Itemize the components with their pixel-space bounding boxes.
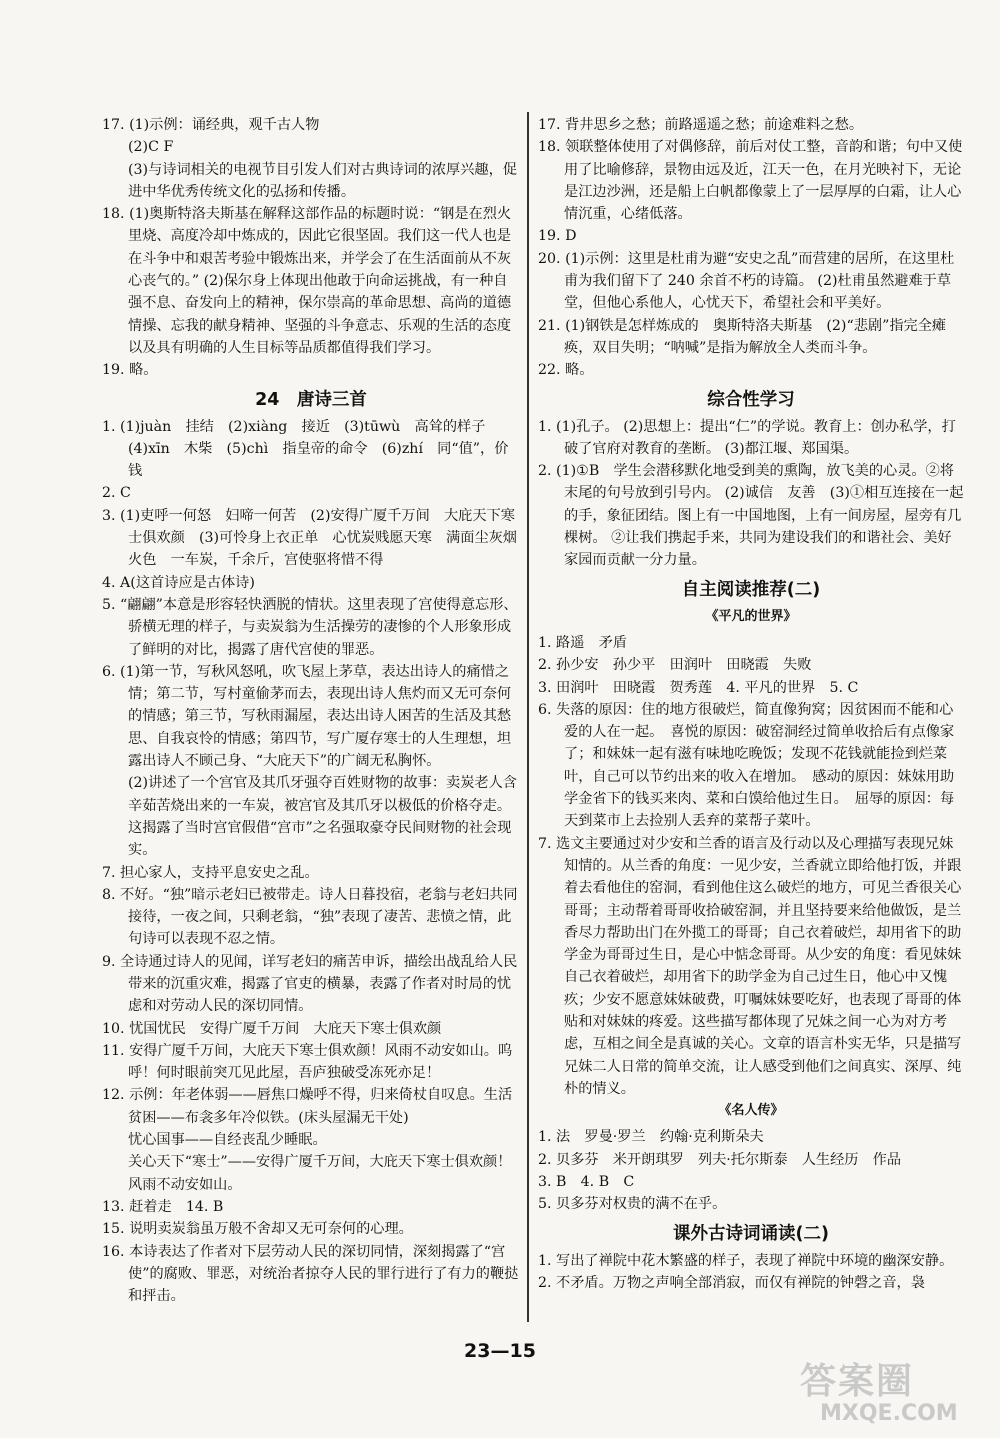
answer-item: 16. 本诗表达了作者对下层劳动人民的深切同情，深刻揭露了“宫使”的腐败、罪恶，对统治者掠夺人民的罪行进行了有力的鞭挞和抨击。 bbox=[102, 1243, 519, 1305]
answer-item: 11. 安得广厦千万间，大庇天下寒士俱欢颜！风雨不动安如山。呜呼！何时眼前突兀见此屋，吾庐独破受冻死亦足！ bbox=[102, 1042, 513, 1082]
answer-item: 1. (1)juàn 挂结 (2)xiàng 接近 (3)tūwù 高耸的样子 (4)xīn 木柴 (5)chì 指皇帝的命令 (6)zhí 同“值”，价钱 bbox=[102, 418, 509, 480]
answer-item: 1. (1)孔子。 (2)思想上：提出“仁”的学说。教育上：创办私学，打破了官府对教育的垄断。 (3)都江堰、郑国渠。 bbox=[538, 418, 956, 457]
answer-item: 2. (1)①B 学生会潜移默化地受到美的熏陶，放飞美的心灵。②将末尾的句号放到引号内。 (2)诚信 友善 (3)①相互连接在一起的手，象征团结。图上有一中国地图，上有一间房屋，屋旁有几棵树。 ②让我们携起手来，共同为建设我们的和谐社会、美好家园而贡献一分力量。 bbox=[538, 463, 964, 569]
answer-item: 3. 田润叶 田晓霞 贺秀莲 4. 平凡的世界 5. C bbox=[538, 679, 859, 696]
answer-subparagraph: 关心天下“寒士”——安得广厦千万间，大庇天下寒士俱欢颜！风雨不动安如山。 bbox=[128, 1154, 512, 1193]
column-divider bbox=[527, 112, 529, 1322]
book-title: 《平凡的世界》 bbox=[705, 608, 797, 624]
left-column bbox=[102, 114, 520, 1307]
answer-item: 1. 法 罗曼·罗兰 约翰·克利斯朵夫 bbox=[538, 1129, 764, 1146]
watermark-logo-text: 答案圈 bbox=[800, 1361, 915, 1402]
answer-item: 19. D bbox=[538, 228, 577, 245]
answer-item: 21. (1)钢铁是怎样炼成的 奥斯特洛夫斯基 (2)“悲剧”指完全瘫痪，双目失明；“呐喊”是指为解放全人类而斗争。 bbox=[538, 317, 947, 356]
page-number: 23—15 bbox=[464, 1340, 536, 1362]
answer-subparagraph: (3)与诗词相关的电视节目引发人们对古典诗词的浓厚兴趣，促进中华优秀传统文化的弘扬和传播。 bbox=[128, 161, 517, 200]
answer-item: 9. 全诗通过诗人的见闻，详写老妇的痛苦申诉，描绘出战乱给人民带来的沉重灾难，揭露了官吏的横暴，表露了作者对时局的忧虑和对劳动人民的深切同情。 bbox=[102, 953, 518, 1015]
answer-item: 5. “翩翩”本意是形容轻快洒脱的情状。这里表现了宫使得意忘形、骄横无理的样子，与卖炭翁为生活操劳的凄惨的个人形象形成了鲜明的对比，揭露了唐代宫使的罪恶。 bbox=[102, 596, 518, 658]
answer-item: 7. 选文主要通过对少安和兰香的语言及行动以及心理描写表现兄妹知情的。从兰香的角度：一见少安，兰香就立即给他打饭，并跟着去看他住的窑洞，看到他住这么破烂的地方，可见兰香很关心哥哥；主动帮着哥哥收拾破窑洞，并且坚持要来给他做饭，是兰香尽力帮助出门在外揽工的哥哥；自己衣着破烂，却用省下的助学金为哥哥过生日，是心中惦念哥哥。从少安的角度：看见妹妹自己衣着破烂，却用省下的助学金为自己过生日，他心中又愧疚；少安不愿意妹妹破费，叮嘱妹妹要吃好，也表现了哥哥的体贴和对妹妹的疼爱。这些描写都体现了兄妹之间一心为对方考虑，互相之间全是真诚的关心。文章的语言朴实无华，只是描写兄妹二人日常的简单交流，让人感受到他们之间真实、深厚、纯朴的情义。 bbox=[538, 835, 962, 1097]
answer-item: 18. (1)奥斯特洛夫斯基在解释这部作品的标题时说：“钢是在烈火里烧、高度冷却中炼成的，因此它很坚固。我们这一代人也是在斗争中和艰苦考验中锻炼出来，并学会了在生活面前从不灰心丧气的。” (2)保尔身上体现出他敢于向命运挑战，有一种自强不息、奋发向上的精神，保尔崇高的革命思想、高尚的道德情操、忘我的献身精神、坚强的斗争意志、乐观的生活的态度以及具有明确的人生目标等品质都值得我们学习。 bbox=[102, 206, 512, 356]
answer-item: 5. 贝多芬对权贵的满不在乎。 bbox=[538, 1196, 727, 1213]
answer-item: 17. (1)示例：诵经典，观千古人物 bbox=[102, 117, 320, 133]
answer-item: 12. 示例：年老体弱——唇焦口燥呼不得，归来倚杖自叹息。生活贫困——布衾多年冷似铁。(床头屋漏无干处) bbox=[102, 1087, 513, 1126]
answer-item: 6. 失落的原因：住的地方很破烂，简直像狗窝；因贫困而不能和心爱的人在一起。 喜悦的原因：破窑洞经过简单收拾后有点像家了；和妹妹一起有滋有味地吃晚饭；发现不花钱就能捡到烂菜叶，自己可以节约出来的收入在增加。 感动的原因：妹妹用助学金省下的钱买来肉、菜和白馍给他过生日。 屈辱的原因：每天到菜市上去捡别人丢弃的菜帮子菜叶。 bbox=[538, 701, 955, 830]
right-column bbox=[538, 114, 964, 1294]
answer-item: 10. 忧国忧民 安得广厦千万间 大庇天下寒士俱欢颜 bbox=[102, 1020, 442, 1037]
answer-item: 2. 不矛盾。万物之声响全部消寂，而仅有禅院的钟磬之音，袅 bbox=[538, 1274, 925, 1291]
answer-item: 22. 略。 bbox=[538, 362, 594, 379]
answer-item: 8. 不好。“独”暗示老妇已被带走。诗人日暮投宿，老翁与老妇共同接待，一夜之间，只剩老翁，“独”表现了凄苦、悲愤之情，此句诗可以表现不忍之情。 bbox=[102, 886, 518, 948]
answer-item: 7. 担心家人，支持平息安史之乱。 bbox=[102, 864, 319, 881]
section-heading: 综合性学习 bbox=[707, 389, 795, 410]
answer-item: 15. 说明卖炭翁虽万般不舍却又无可奈何的心理。 bbox=[102, 1221, 413, 1238]
section-heading: 自主阅读推荐(二) bbox=[681, 579, 821, 600]
answer-item: 2. C bbox=[102, 485, 131, 502]
answer-item: 13. 赶着走 14. B bbox=[102, 1198, 224, 1215]
watermark-logo bbox=[800, 1362, 985, 1430]
answer-subparagraph: 忧心国事——自经丧乱少睡眠。 bbox=[128, 1132, 327, 1149]
answer-subparagraph: (2)讲述了一个宫官及其爪牙强夺百姓财物的故事：卖炭老人含辛茹苦烧出来的一车炭，被宫官及其爪牙以极低的价格夺走。 这揭露了当时宫官假借“宫市”之名强取豪夺民间财物的社会现实。 bbox=[128, 775, 519, 859]
answer-item: 1. 路遥 矛盾 bbox=[538, 634, 627, 651]
answer-item: 6. (1)第一节，写秋风怒吼，吹飞屋上茅草，表达出诗人的痛惜之情；第二节，写村童偷茅而去，表现出诗人焦灼而又无可奈何的情感；第三节，写秋雨漏屋，表达出诗人困苦的生活及其愁思、自我哀怜的情感；第四节，写广厦存寒士的人生理想，坦露出诗人不顾己身、“大庇天下”的广阔无私胸怀。 bbox=[102, 663, 512, 770]
answer-item: 19. 略。 bbox=[102, 362, 158, 379]
section-heading: 24 唐诗三首 bbox=[255, 389, 367, 410]
watermark-url: MXQE.COM bbox=[820, 1401, 958, 1426]
answer-item: 4. A(这首诗应是古体诗) bbox=[102, 574, 255, 591]
book-title: 《名人传》 bbox=[718, 1103, 784, 1119]
answer-item: 18. 领联整体使用了对偶修辞，前后对仗工整，音韵和谐；句中又使用了比喻修辞，景物由远及近，江天一色，在月光映衬下，无论是江边沙洲，还是船上白帆都像蒙上了一层厚厚的白霜，让人心情沉重，心绪低落。 bbox=[538, 139, 963, 223]
answer-item: 17. 背井思乡之愁；前路遥遥之愁；前途难料之愁。 bbox=[538, 117, 864, 133]
answer-item: 3. B 4. B C bbox=[538, 1174, 635, 1191]
section-heading: 课外古诗词诵读(二) bbox=[673, 1223, 829, 1244]
answer-item: 3. (1)吏呼一何怒 妇啼一何苦 (2)安得广厦千万间 大庇天下寒士俱欢颜 (3)可怜身上衣正单 心忧炭贱愿天寒 满面尘灰烟火色 一车炭，千余斤，宫使驱将惜不得 bbox=[102, 507, 517, 569]
answer-item: 2. 孙少安 孙少平 田润叶 田晓霞 失败 bbox=[538, 657, 812, 674]
answer-item: 20. (1)示例：这里是杜甫为避“安史之乱”而营建的居所，在这里杜甫为我们留下了 240 余首不朽的诗篇。 (2)杜甫虽然避难于草堂，但他心系他人，心忧天下，希望社会和平美好。 bbox=[538, 250, 955, 312]
answer-item: 2. 贝多芬 米开朗琪罗 列夫·托尔斯泰 人生经历 作品 bbox=[538, 1151, 902, 1168]
answer-subparagraph: (2)C F bbox=[128, 139, 174, 156]
answer-item: 1. 写出了禅院中花木繁盛的样子，表现了禅院中环境的幽深安静。 bbox=[538, 1252, 954, 1269]
